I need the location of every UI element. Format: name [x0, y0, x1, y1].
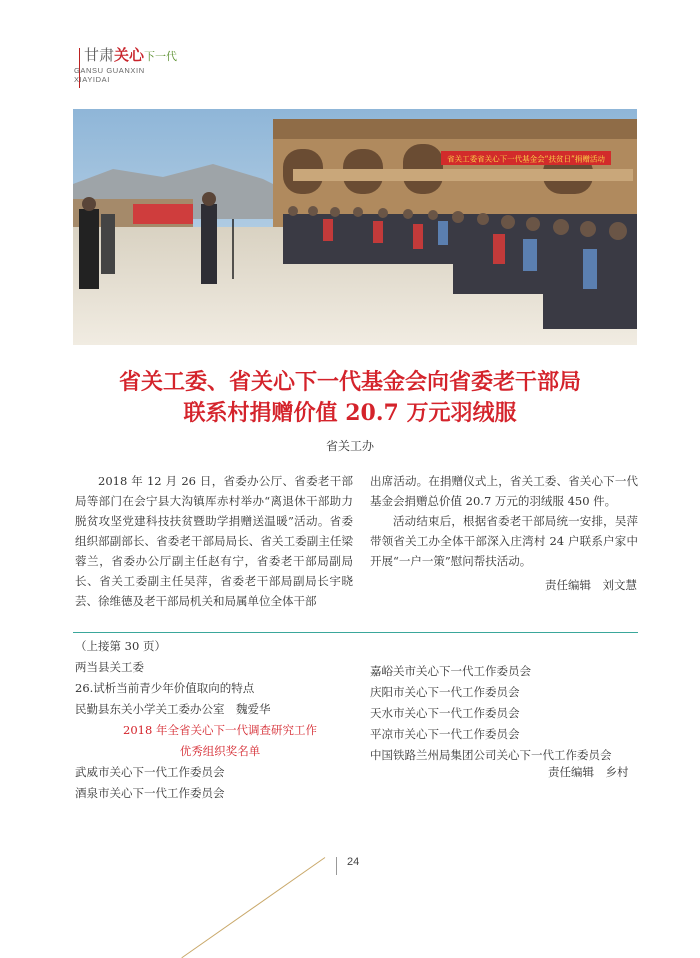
masthead-logo — [84, 44, 177, 65]
article-headline-line2: 联系村捐赠价值 20.7 万元羽绒服 — [183, 400, 517, 426]
continuation-note: （上接第 30 页） — [75, 639, 166, 653]
masthead-title-a: 甘肃 — [84, 46, 115, 64]
article-paragraph: 出席活动。在捐赠仪式上，省关工委、省关心下一代基金会捐赠总价值 20.7 万元的羽绒服 450 件。 — [370, 474, 638, 508]
article-paragraph: 活动结束后，根据省委老干部局统一安排，吴萍带领省关工办全体干部深入庄湾村 24 户联系户家中开展“一户一策”慰问帮扶活动。 — [370, 514, 638, 568]
article-headline-line1: 省关工委、省关心下一代基金会向省委老干部局 — [118, 369, 581, 395]
article-column-left — [75, 471, 353, 611]
list-item: 嘉峪关市关心下一代工作委员会 — [370, 664, 531, 678]
continuation-right — [370, 661, 640, 766]
article-column-right — [370, 471, 638, 571]
footer-decoration — [181, 857, 325, 958]
photo-banner: 省关工委省关心下一代基金会“扶贫日”捐赠活动 — [447, 154, 605, 164]
list-item: 26.试析当前青少年价值取向的特点 — [75, 681, 255, 695]
list-item: 平凉市关心下一代工作委员会 — [370, 727, 520, 741]
masthead-en-line2: XIAYIDAI — [74, 75, 110, 84]
list-item: 中国铁路兰州局集团公司关心下一代工作委员会 — [370, 748, 612, 762]
article-paragraph: 2018 年 12 月 26 日，省委办公厅、省委老干部局等部门在会宁县大沟镇厍赤村举办“离退休干部助力脱贫攻坚党建科技扶贫暨助学捐赠送温暖”活动。省委组织部副部长、省委老干部局局长、省关工委副主任梁蓉兰，省委办公厅副主任赵有宁，省委老干部局副局长、省关工委副主任吴萍，省委老干部局副局长宇晓芸、徐维德及老干部局机关和局属单位全体干部 — [75, 474, 353, 608]
list-item: 庆阳市关心下一代工作委员会 — [370, 685, 520, 699]
list-item: 民勤县东关小学关工委办公室 魏爱华 — [75, 702, 271, 716]
list-item: 武威市关心下一代工作委员会 — [75, 765, 225, 779]
list-item: 天水市关心下一代工作委员会 — [370, 706, 520, 720]
page-number: 24 — [347, 856, 360, 868]
masthead-title-b: 关心 — [114, 46, 145, 64]
masthead-en-line1: GANSU GUANXIN — [74, 66, 145, 75]
article-editor: 责任编辑 刘文慧 — [545, 578, 637, 592]
article-byline: 省关工办 — [325, 439, 374, 453]
masthead-english — [74, 66, 145, 84]
event-photo — [73, 109, 637, 345]
footer-separator — [336, 857, 337, 875]
continuation-left — [75, 636, 365, 804]
award-title-line1: 2018 年全省关心下一代调查研究工作 — [123, 723, 317, 737]
continuation-editor: 责任编辑 乡村 — [548, 765, 629, 779]
section-divider — [73, 632, 638, 633]
list-item: 两当县关工委 — [75, 660, 144, 674]
list-item: 酒泉市关心下一代工作委员会 — [75, 786, 225, 800]
masthead-title-c: 下一代 — [144, 50, 178, 63]
award-title-line2: 优秀组织奖名单 — [179, 744, 261, 758]
